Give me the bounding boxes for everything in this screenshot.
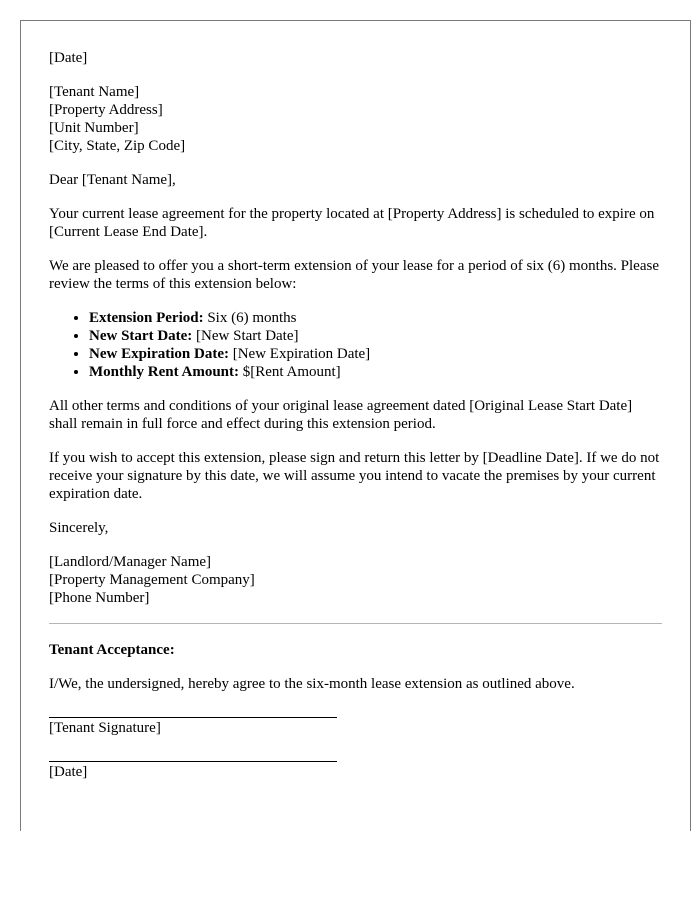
- sender-phone: [Phone Number]: [49, 590, 150, 606]
- recipient-property-address: [Property Address]: [49, 102, 163, 118]
- acceptance-statement: I/We, the undersigned, hereby agree to the six-month lease extension as outlined above.: [49, 676, 575, 692]
- acceptance-title: Tenant Acceptance:: [49, 642, 175, 658]
- signature-line[interactable]: [49, 717, 337, 718]
- term-label: Extension Period:: [89, 310, 204, 326]
- date-line[interactable]: [49, 761, 337, 762]
- letter-date: [Date]: [49, 50, 88, 66]
- term-value: [New Start Date]: [196, 328, 299, 344]
- closing: Sincerely,: [49, 520, 109, 536]
- recipient-city-state-zip: [City, State, Zip Code]: [49, 138, 186, 154]
- term-item: [89, 327, 662, 345]
- extension-terms-list: [49, 309, 662, 381]
- recipient-tenant-name: [Tenant Name]: [49, 84, 140, 100]
- term-value: [New Expiration Date]: [232, 346, 371, 362]
- term-label: Monthly Rent Amount:: [89, 364, 240, 380]
- salutation: Dear [Tenant Name],: [49, 172, 176, 188]
- sender-company: [Property Management Company]: [49, 572, 255, 588]
- recipient-unit-number: [Unit Number]: [49, 120, 139, 136]
- tenant-signature-block: [49, 717, 662, 737]
- term-item: [89, 309, 662, 327]
- offer-paragraph: We are pleased to offer you a short-term extension of your lease for a period of six (6) months. Please review the terms of this extension below:: [49, 258, 659, 292]
- term-item: [89, 345, 662, 363]
- recipient-address-block: [49, 83, 662, 155]
- term-value: $[Rent Amount]: [242, 364, 341, 380]
- acceptance-date-block: [49, 761, 662, 781]
- letter-page: [20, 20, 691, 831]
- terms-paragraph: All other terms and conditions of your original lease agreement dated [Original Lease Start Date] shall remain in full force and effect during this extension period.: [49, 398, 633, 432]
- acceptance-date-label: [Date]: [49, 764, 88, 780]
- intro-paragraph: Your current lease agreement for the property located at [Property Address] is scheduled to expire on [Current Lease End Date].: [49, 206, 655, 240]
- term-item: [89, 363, 662, 381]
- sender-name: [Landlord/Manager Name]: [49, 554, 212, 570]
- deadline-paragraph: If you wish to accept this extension, please sign and return this letter by [Deadline Date]. If we do not receive your signature by this date, we will assume you intend to vacate the premises by your current expiration date.: [49, 450, 660, 502]
- tenant-signature-label: [Tenant Signature]: [49, 720, 161, 736]
- term-value: Six (6) months: [207, 310, 297, 326]
- section-divider: [49, 623, 662, 624]
- sender-block: [49, 553, 662, 607]
- term-label: New Start Date:: [89, 328, 193, 344]
- term-label: New Expiration Date:: [89, 346, 229, 362]
